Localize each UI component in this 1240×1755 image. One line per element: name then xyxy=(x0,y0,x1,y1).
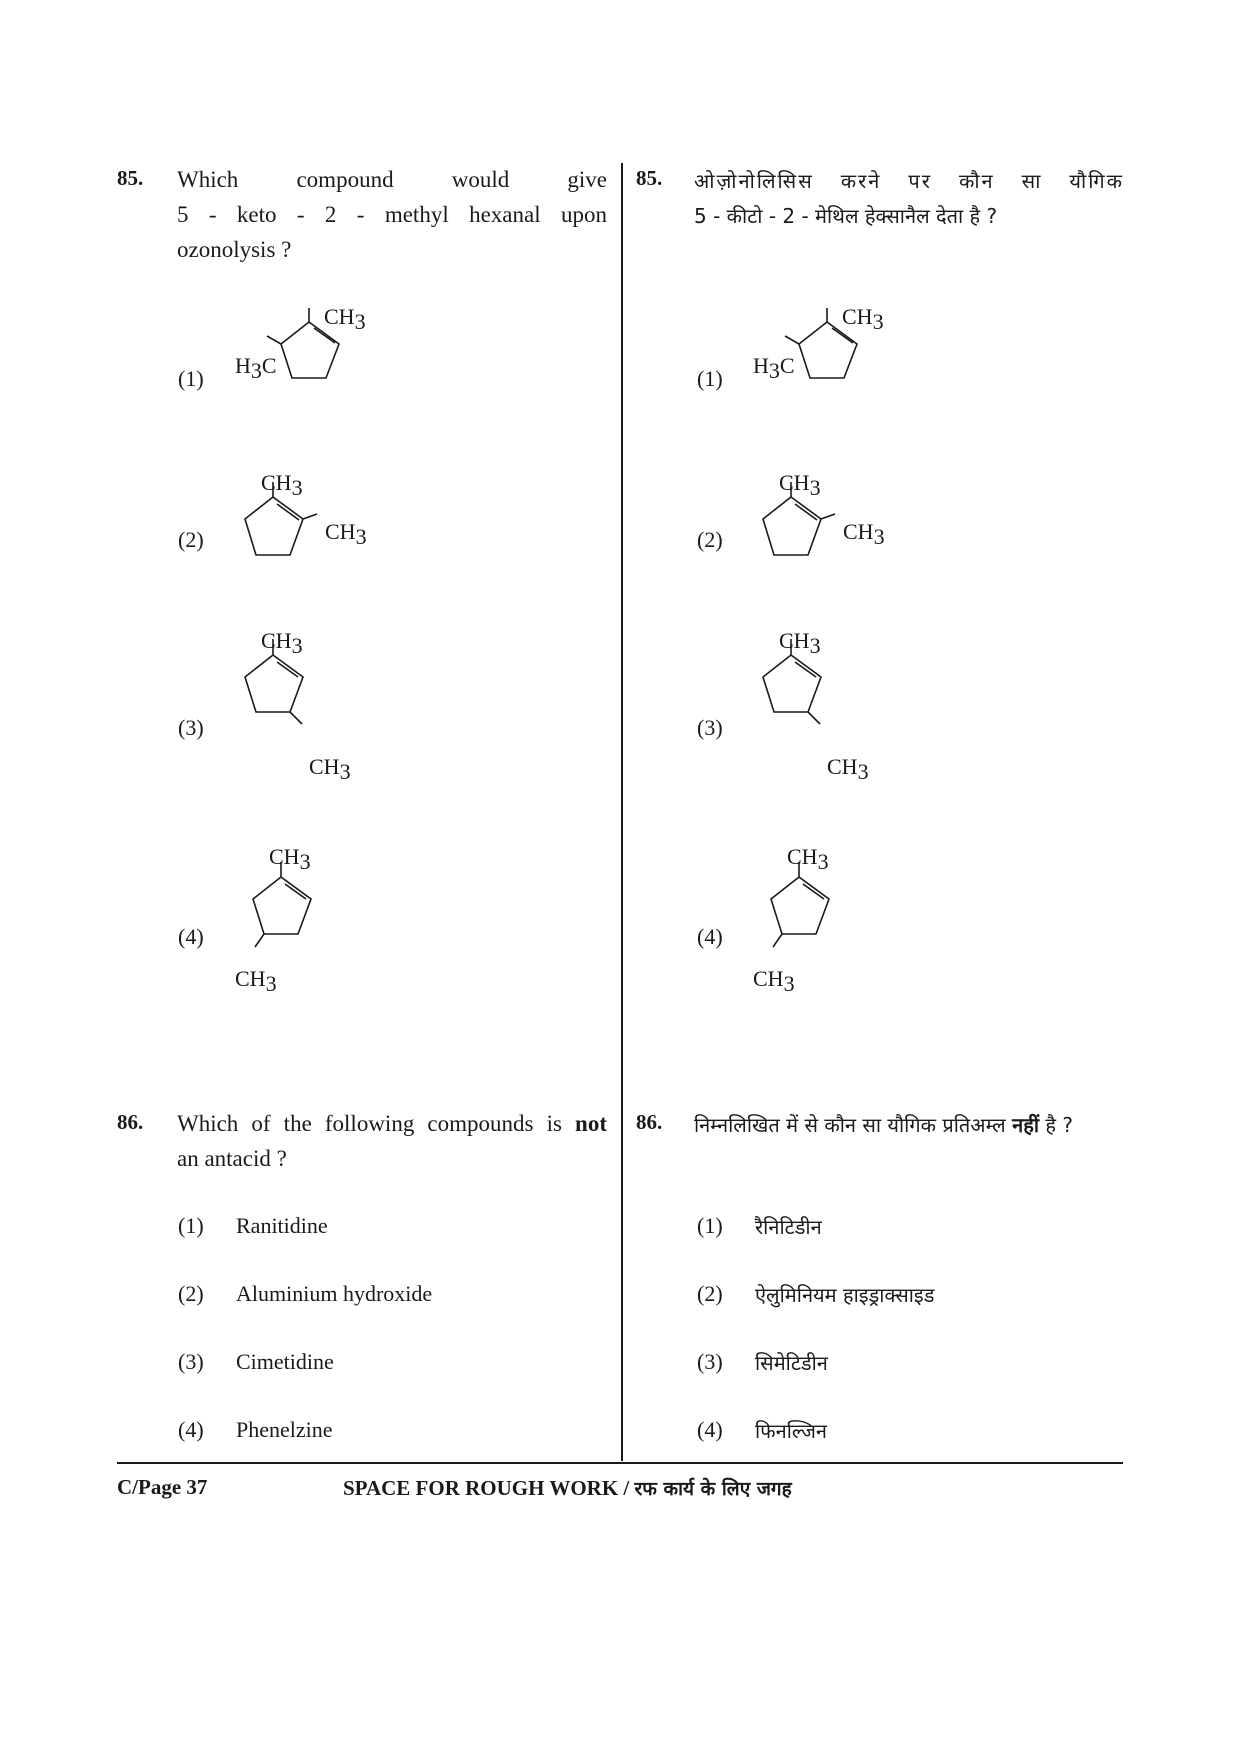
q85-ch3-label: CH3 xyxy=(753,966,795,996)
q85-h3c-label: H3C xyxy=(235,353,277,383)
q85-option-label-hi: (3) xyxy=(697,715,723,740)
q85-question-en-line3: ozonolysis ? xyxy=(177,237,292,262)
q86-text-hi: निम्नलिखित में से कौन सा यौगिक प्रतिअम्ल xyxy=(694,1113,1013,1137)
q86-option-label-hi: (4) xyxy=(697,1417,723,1442)
q85-ch3-label: CH3 xyxy=(261,470,303,500)
rough-work-en: SPACE FOR ROUGH WORK / xyxy=(343,1476,635,1500)
q85-question-en-line2: 5 - keto - 2 - methyl hexanal upon xyxy=(177,202,607,227)
q85-question-hi xyxy=(694,164,1124,234)
q86-option-text-en: Ranitidine xyxy=(236,1213,328,1238)
q86-option-text-en: Aluminium hydroxide xyxy=(236,1281,433,1306)
q85-option-label-en: (4) xyxy=(178,924,204,949)
q86-number-en: 86. xyxy=(117,1110,144,1134)
q85-option-label-en: (2) xyxy=(178,527,204,552)
q85-structure-1-en xyxy=(225,300,405,430)
q85-question-hi-line2: 5 - कीटो - 2 - मेथिल हेक्सानैल देता है ? xyxy=(694,204,998,228)
q85-structure-3-en xyxy=(225,624,405,784)
q85-structure-4-en xyxy=(225,830,405,1000)
q85-structure-2-en xyxy=(225,460,405,590)
q86-text-hi-end: है ? xyxy=(1039,1113,1073,1137)
q85-ch3-label: CH3 xyxy=(779,470,821,500)
q85-word: compound xyxy=(296,167,394,192)
q86-question-hi xyxy=(694,1108,1134,1143)
q86-option-text-en: Phenelzine xyxy=(236,1417,333,1442)
q86-option-text-hi: ऐलुमिनियम हाइड्राक्साइड xyxy=(755,1283,935,1307)
q85-number-hi: 85. xyxy=(636,166,663,190)
q86-option-text-hi: फिनल्जिन xyxy=(755,1419,828,1443)
q86-text: Which of the following compounds is xyxy=(177,1111,576,1136)
q85-word: give xyxy=(567,167,607,192)
q85-word: Which xyxy=(177,167,239,192)
q85-ch3-label: CH3 xyxy=(235,966,277,996)
q85-question-en-line1 xyxy=(177,162,607,197)
q85-option-label-hi: (2) xyxy=(697,527,723,552)
q85-ch3-label: CH3 xyxy=(843,519,885,549)
q86-option-label-hi: (3) xyxy=(697,1349,723,1374)
q85-structure-2-hi xyxy=(743,460,923,590)
q86-question-en-line1 xyxy=(177,1106,607,1141)
q85-word: would xyxy=(451,167,510,192)
q85-ch3-label: CH3 xyxy=(787,844,829,874)
q85-ch3-label: CH3 xyxy=(779,628,821,658)
column-divider xyxy=(621,163,623,1461)
q85-ch3-label: CH3 xyxy=(261,628,303,658)
q86-number-hi: 86. xyxy=(636,1110,663,1134)
q85-ch3-label: CH3 xyxy=(309,754,351,784)
q85-question-hi-line1: ओज़ोनोलिसिस करने पर कौन सा यौगिक xyxy=(694,169,1124,193)
q85-structure-1-hi xyxy=(743,300,923,430)
q86-option-text-hi: रैनिटिडीन xyxy=(755,1215,822,1239)
q85-ch3-label: CH3 xyxy=(269,844,311,874)
q86-option-label-en: (2) xyxy=(178,1281,204,1306)
q85-structure-4-hi xyxy=(743,830,923,1000)
q86-option-label-en: (3) xyxy=(178,1349,204,1374)
q86-option-label-hi: (2) xyxy=(697,1281,723,1306)
q86-question-en xyxy=(177,1106,607,1176)
q86-option-label-en: (1) xyxy=(178,1213,204,1238)
page-number: C/Page 37 xyxy=(117,1475,208,1499)
q86-option-label-en: (4) xyxy=(178,1417,204,1442)
q85-option-label-hi: (1) xyxy=(697,366,723,391)
q85-option-label-en: (1) xyxy=(178,366,204,391)
footer-rule xyxy=(117,1462,1123,1464)
q85-option-label-en: (3) xyxy=(178,715,204,740)
q85-ch3-label: CH3 xyxy=(827,754,869,784)
q86-option-text-hi: सिमेटिडीन xyxy=(755,1351,828,1375)
rough-work-note xyxy=(343,1475,792,1501)
q85-ch3-label: CH3 xyxy=(325,519,367,549)
q86-option-label-hi: (1) xyxy=(697,1213,723,1238)
q85-option-label-hi: (4) xyxy=(697,924,723,949)
q86-bold-nahin: नहीं xyxy=(1012,1113,1040,1137)
q86-option-text-en: Cimetidine xyxy=(236,1349,334,1374)
q86-question-en-line2: an antacid ? xyxy=(177,1146,287,1171)
q85-structure-3-hi xyxy=(743,624,923,784)
q85-question-en xyxy=(177,162,607,267)
q85-ch3-label: CH3 xyxy=(842,304,884,334)
q85-h3c-label: H3C xyxy=(753,353,795,383)
q85-number-en: 85. xyxy=(117,166,144,190)
q85-ch3-label: CH3 xyxy=(324,304,366,334)
q86-bold-not: not xyxy=(575,1111,607,1136)
rough-work-hi: रफ कार्य के लिए जगह xyxy=(634,1478,792,1500)
